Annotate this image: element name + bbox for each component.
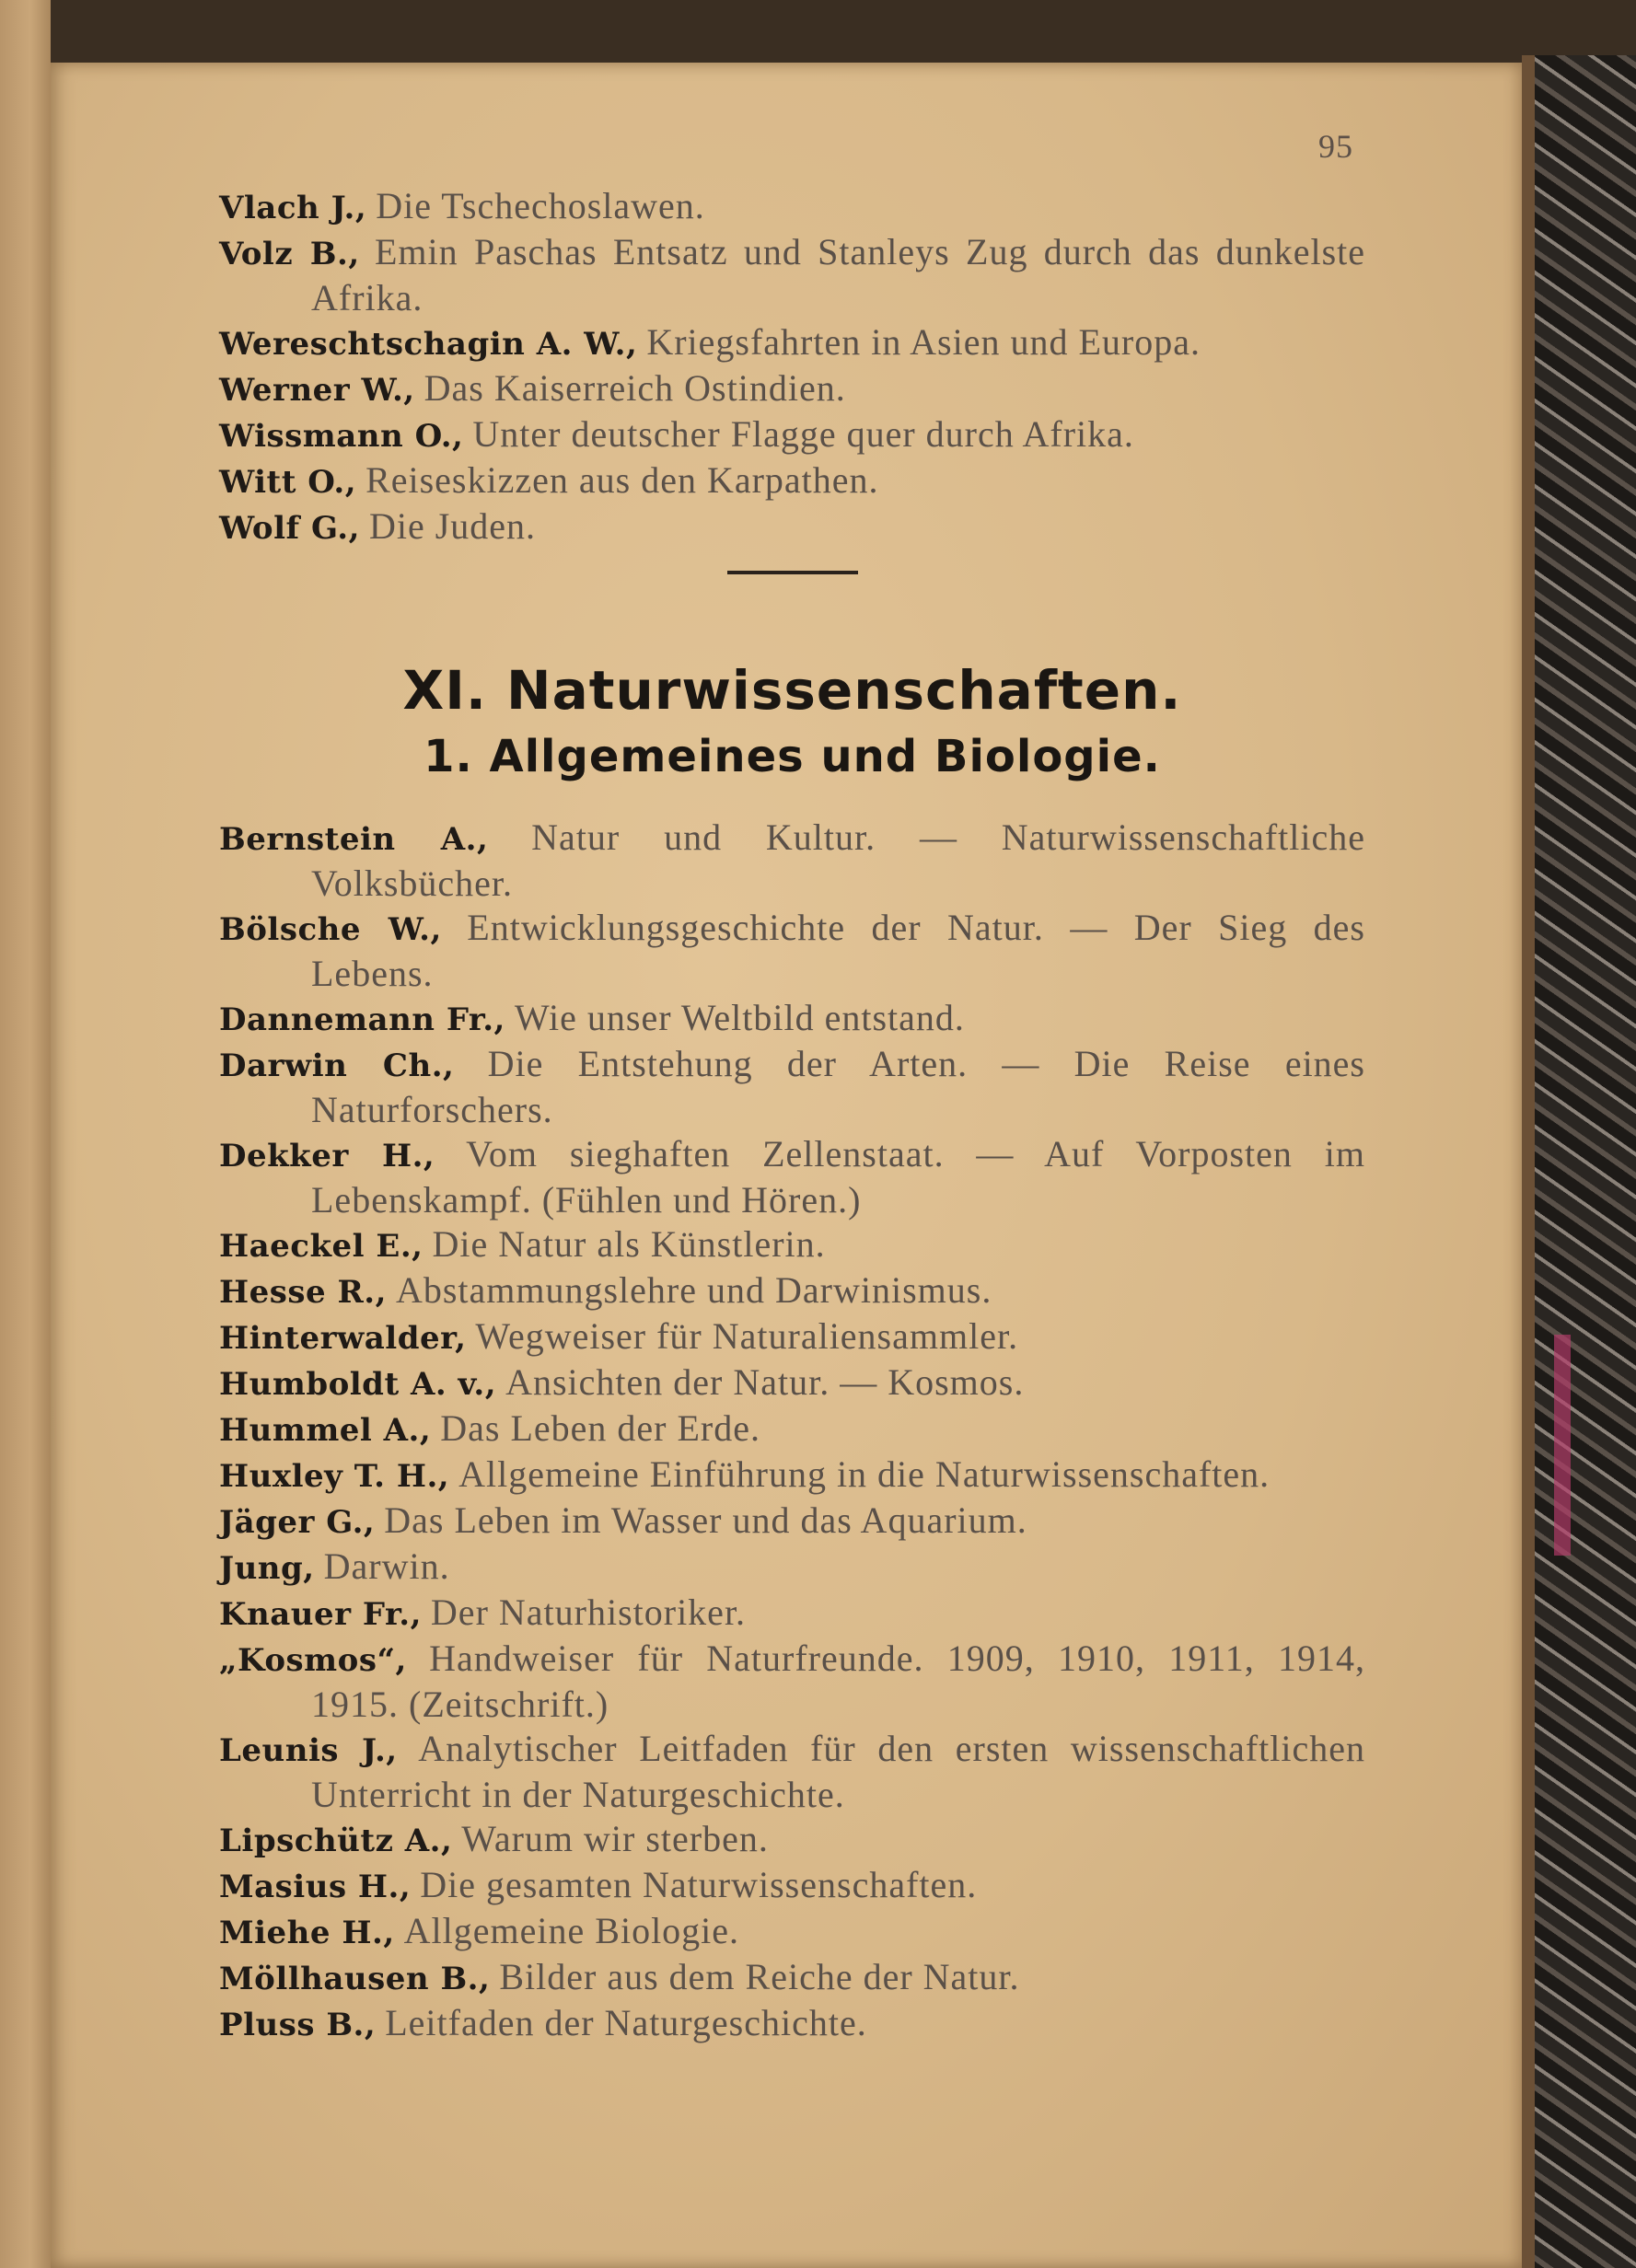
bibliography-entry [219, 1314, 1365, 1360]
entry-author: Pluss B., [219, 2007, 377, 2043]
bibliography-entry [219, 184, 1365, 230]
bibliography-entry [219, 1406, 1365, 1452]
bibliography-entry [219, 1955, 1365, 2001]
entry-author: Hesse R., [219, 1274, 387, 1311]
bibliography-entry [219, 1637, 1365, 1727]
entry-author: Bernstein A., [219, 821, 489, 858]
entry-title: Allgemeine Biologie. [403, 1910, 740, 1951]
entry-title: Leitfaden der Naturgeschichte. [385, 2002, 867, 2043]
entry-author: Humboldt A. v., [219, 1366, 497, 1403]
bibliography-entry [219, 366, 1365, 412]
entry-title: Die Entstehung der Arten. — Die Reise eines Naturforschers. [311, 1043, 1365, 1130]
entry-author: Werner W., [219, 372, 415, 409]
bibliography-entry [219, 2001, 1365, 2047]
page-number: 95 [1318, 128, 1353, 165]
entry-title: Entwicklungsgeschichte der Natur. — Der Sieg des Lebens. [311, 907, 1365, 994]
entry-author: Lipschütz A., [219, 1822, 453, 1859]
entry-title: Reiseskizzen aus den Karpathen. [365, 459, 879, 501]
entry-title: Unter deutscher Flagge quer durch Afrika. [472, 413, 1134, 455]
bibliography-entry [219, 996, 1365, 1042]
entry-author: Haeckel E., [219, 1228, 424, 1265]
entry-title: Das Leben der Erde. [440, 1407, 760, 1449]
section-divider [727, 571, 858, 574]
entry-title: Wie unser Weltbild entstand. [514, 997, 965, 1038]
bibliography-entry [219, 1909, 1365, 1955]
page-content [219, 184, 1365, 2047]
entry-title: Analytischer Leitfaden für den ersten wissenschaftlichen Unterricht in der Naturgeschichte. [311, 1728, 1366, 1815]
entry-title: Natur und Kultur. — Naturwissenschaftliche Volksbücher. [311, 816, 1365, 904]
entry-author: Bölsche W., [219, 911, 442, 948]
entry-title: Emin Paschas Entsatz und Stanleys Zug durch das dunkelste Afrika. [311, 231, 1365, 318]
entry-author: Huxley T. H., [219, 1458, 450, 1495]
bibliography-entry [219, 412, 1365, 458]
entry-author: Jäger G., [219, 1504, 376, 1541]
entry-author: Jung, [219, 1550, 315, 1587]
entry-title: Wegweiser für Naturaliensammler. [475, 1315, 1019, 1357]
entry-author: Hinterwalder, [219, 1320, 467, 1357]
bibliography-entry [219, 1863, 1365, 1909]
entry-author: Witt O., [219, 464, 357, 501]
entry-author: Wereschtschagin A. W., [219, 326, 638, 363]
bibliography-entry [219, 320, 1365, 366]
entry-list-top [219, 184, 1365, 550]
entry-author: Leunis J., [219, 1732, 398, 1769]
bibliography-entry [219, 458, 1365, 504]
entry-title: Bilder aus dem Reiche der Natur. [499, 1956, 1020, 1997]
entry-title: Die Tschechoslawen. [376, 185, 705, 226]
entry-title: Kriegsfahrten in Asien und Europa. [646, 321, 1201, 363]
entry-list-bottom [219, 816, 1365, 2047]
entry-author: Wissmann O., [219, 418, 464, 455]
entry-title: Abstammungslehre und Darwinismus. [395, 1269, 992, 1311]
entry-title: Vom sieghaften Zellenstaat. — Auf Vorposten im Lebenskampf. (Fühlen und Hören.) [311, 1133, 1365, 1221]
entry-author: Miehe H., [219, 1915, 395, 1951]
entry-title: Das Leben im Wasser und das Aquarium. [384, 1499, 1027, 1541]
bibliography-entry [219, 1132, 1365, 1222]
entry-author: Möllhausen B., [219, 1961, 491, 1997]
subsection-heading: 1. Allgemeines und Biologie. [424, 731, 1161, 782]
bibliography-entry [219, 1545, 1365, 1591]
bibliography-entry [219, 1498, 1365, 1545]
binding-edge [1522, 55, 1535, 2268]
binding-color-mark [1554, 1335, 1571, 1556]
bibliography-entry [219, 1360, 1365, 1406]
entry-title: Darwin. [323, 1545, 450, 1587]
section-heading: XI. Naturwissenschaften. [402, 659, 1182, 722]
bibliography-entry [219, 1222, 1365, 1268]
entry-author: Knauer Fr., [219, 1596, 422, 1633]
entry-author: Dannemann Fr., [219, 1001, 505, 1038]
bibliography-entry [219, 816, 1365, 906]
entry-author: Hummel A., [219, 1412, 432, 1449]
entry-title: Die Natur als Künstlerin. [432, 1223, 826, 1265]
entry-title: Die gesamten Naturwissenschaften. [420, 1864, 978, 1905]
entry-title: Der Naturhistoriker. [430, 1591, 747, 1633]
bibliography-entry [219, 1817, 1365, 1863]
bibliography-entry [219, 906, 1365, 996]
bibliography-entry [219, 504, 1365, 550]
entry-title: Warum wir sterben. [461, 1818, 769, 1859]
entry-title: Das Kaiserreich Ostindien. [424, 367, 846, 409]
entry-author: Volz B., [219, 236, 360, 272]
entry-author: Dekker H., [219, 1138, 435, 1174]
entry-author: Vlach J., [219, 190, 367, 226]
entry-title: Handweiser für Naturfreunde. 1909, 1910, 1911, 1914, 1915. (Zeitschrift.) [311, 1637, 1365, 1725]
bibliography-entry [219, 1042, 1365, 1132]
entry-title: Die Juden. [368, 505, 537, 547]
entry-author: Wolf G., [219, 510, 360, 547]
bibliography-entry [219, 1591, 1365, 1637]
bibliography-entry [219, 1452, 1365, 1498]
left-page-edge [0, 0, 51, 2268]
entry-author: Darwin Ch., [219, 1047, 455, 1084]
marbled-binding [1522, 55, 1636, 2268]
bibliography-entry [219, 1268, 1365, 1314]
bibliography-entry [219, 230, 1365, 320]
entry-author: „Kosmos“, [219, 1642, 407, 1679]
entry-author: Masius H., [219, 1869, 412, 1905]
entry-title: Allgemeine Einführung in die Naturwissenschaften. [458, 1453, 1271, 1495]
bibliography-entry [219, 1727, 1365, 1817]
entry-title: Ansichten der Natur. — Kosmos. [505, 1361, 1025, 1403]
